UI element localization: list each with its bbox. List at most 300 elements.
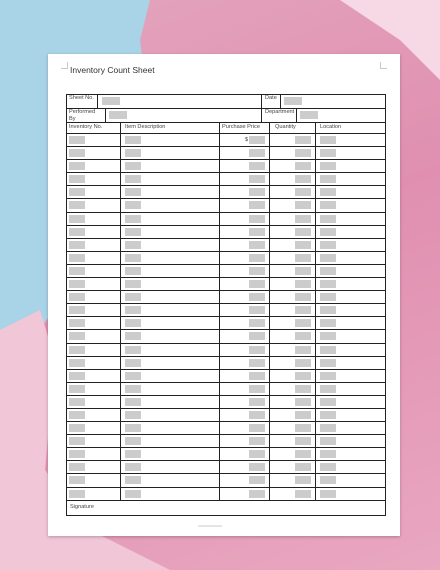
column-divider xyxy=(219,435,220,447)
column-header-item-description: Item Description xyxy=(125,124,166,130)
location-cell[interactable] xyxy=(320,398,336,406)
column-divider xyxy=(219,317,220,329)
location-cell[interactable] xyxy=(320,306,336,314)
quantity-cell[interactable] xyxy=(295,424,311,432)
quantity-cell[interactable] xyxy=(295,293,311,301)
quantity-cell[interactable] xyxy=(295,175,311,183)
location-cell[interactable] xyxy=(320,385,336,393)
column-divider xyxy=(120,330,121,342)
column-divider xyxy=(269,199,270,211)
column-divider xyxy=(269,422,270,434)
location-cell[interactable] xyxy=(320,254,336,262)
purchase-price-cell[interactable] xyxy=(249,306,265,314)
column-divider xyxy=(315,409,316,421)
table-row xyxy=(67,278,385,291)
table-row xyxy=(67,304,385,317)
column-divider xyxy=(120,186,121,198)
item-description-cell[interactable] xyxy=(125,162,141,170)
column-divider xyxy=(315,173,316,185)
location-cell[interactable] xyxy=(320,241,336,249)
item-description-cell[interactable] xyxy=(125,437,141,445)
column-divider xyxy=(269,134,270,146)
inventory-no-cell[interactable] xyxy=(69,149,85,157)
location-cell[interactable] xyxy=(320,149,336,157)
column-divider xyxy=(269,186,270,198)
purchase-price-cell[interactable] xyxy=(249,398,265,406)
column-divider xyxy=(315,304,316,316)
inventory-no-cell[interactable] xyxy=(69,254,85,262)
quantity-cell[interactable] xyxy=(295,463,311,471)
column-divider xyxy=(315,474,316,486)
item-description-cell[interactable] xyxy=(125,215,141,223)
table-row xyxy=(67,461,385,474)
column-divider xyxy=(120,357,121,369)
purchase-price-cell[interactable] xyxy=(249,385,265,393)
column-divider xyxy=(269,344,270,356)
inventory-no-cell[interactable] xyxy=(69,280,85,288)
purchase-price-cell[interactable] xyxy=(249,267,265,275)
column-divider xyxy=(120,291,121,303)
column-divider xyxy=(219,160,220,172)
item-description-cell[interactable] xyxy=(125,280,141,288)
column-divider xyxy=(120,226,121,238)
inventory-no-cell[interactable] xyxy=(69,450,85,458)
inventory-no-cell[interactable] xyxy=(69,398,85,406)
column-divider xyxy=(269,488,270,500)
sheet-no-field[interactable] xyxy=(102,97,120,105)
location-cell[interactable] xyxy=(320,293,336,301)
column-divider xyxy=(269,239,270,251)
inventory-table xyxy=(66,94,386,516)
quantity-cell[interactable] xyxy=(295,241,311,249)
item-description-cell[interactable] xyxy=(125,175,141,183)
inventory-no-cell[interactable] xyxy=(69,201,85,209)
column-divider xyxy=(315,370,316,382)
quantity-cell[interactable] xyxy=(295,385,311,393)
table-row xyxy=(67,344,385,357)
quantity-cell[interactable] xyxy=(295,437,311,445)
column-header-quantity: Quantity xyxy=(275,124,296,130)
inventory-no-cell[interactable] xyxy=(69,215,85,223)
purchase-price-cell[interactable] xyxy=(249,136,265,144)
quantity-cell[interactable] xyxy=(295,228,311,236)
item-description-cell[interactable] xyxy=(125,476,141,484)
column-divider xyxy=(219,409,220,421)
column-divider xyxy=(120,278,121,290)
column-divider xyxy=(315,160,316,172)
column-divider xyxy=(120,213,121,225)
header-row-performed-department xyxy=(67,109,385,123)
table-row xyxy=(67,147,385,160)
column-divider xyxy=(269,357,270,369)
column-divider xyxy=(219,344,220,356)
quantity-cell[interactable] xyxy=(295,359,311,367)
column-header-purchase-price: Purchase Price xyxy=(222,124,260,130)
column-divider xyxy=(315,448,316,460)
crop-mark xyxy=(380,62,387,69)
column-divider xyxy=(315,265,316,277)
column-divider xyxy=(315,278,316,290)
table-row xyxy=(67,291,385,304)
inventory-no-cell[interactable] xyxy=(69,346,85,354)
table-body xyxy=(67,134,385,501)
column-divider xyxy=(269,213,270,225)
column-divider xyxy=(269,330,270,342)
quantity-cell[interactable] xyxy=(295,280,311,288)
quantity-cell[interactable] xyxy=(295,450,311,458)
purchase-price-cell[interactable] xyxy=(249,372,265,380)
quantity-cell[interactable] xyxy=(295,306,311,314)
table-row xyxy=(67,474,385,487)
column-divider xyxy=(315,226,316,238)
inventory-no-cell[interactable] xyxy=(69,490,85,498)
column-divider xyxy=(315,291,316,303)
quantity-cell[interactable] xyxy=(295,201,311,209)
column-divider xyxy=(219,474,220,486)
inventory-no-cell[interactable] xyxy=(69,319,85,327)
purchase-price-cell[interactable] xyxy=(249,424,265,432)
column-divider xyxy=(120,252,121,264)
table-row xyxy=(67,448,385,461)
sheet-no-label: Sheet No. xyxy=(69,95,94,101)
table-row xyxy=(67,160,385,173)
purchase-price-cell[interactable] xyxy=(249,463,265,471)
inventory-no-cell[interactable] xyxy=(69,411,85,419)
column-divider xyxy=(269,474,270,486)
inventory-no-cell[interactable] xyxy=(69,476,85,484)
column-divider xyxy=(269,252,270,264)
location-cell[interactable] xyxy=(320,215,336,223)
quantity-cell[interactable] xyxy=(295,149,311,157)
document-title: Inventory Count Sheet xyxy=(70,65,155,75)
purchase-price-cell[interactable] xyxy=(249,490,265,498)
purchase-price-cell[interactable] xyxy=(249,359,265,367)
item-description-cell[interactable] xyxy=(125,450,141,458)
column-divider xyxy=(315,488,316,500)
item-description-cell[interactable] xyxy=(125,149,141,157)
column-divider xyxy=(219,134,220,146)
table-row xyxy=(67,213,385,226)
item-description-cell[interactable] xyxy=(125,319,141,327)
column-divider xyxy=(315,435,316,447)
column-divider xyxy=(219,199,220,211)
quantity-cell[interactable] xyxy=(295,372,311,380)
column-divider xyxy=(219,461,220,473)
page-footer-mark xyxy=(198,525,222,527)
column-divider xyxy=(315,422,316,434)
column-divider xyxy=(269,278,270,290)
item-description-cell[interactable] xyxy=(125,359,141,367)
column-divider xyxy=(269,370,270,382)
table-row xyxy=(67,488,385,501)
column-divider xyxy=(219,357,220,369)
inventory-no-cell[interactable] xyxy=(69,306,85,314)
column-divider xyxy=(120,448,121,460)
column-divider xyxy=(269,291,270,303)
inventory-no-cell[interactable] xyxy=(69,385,85,393)
column-divider xyxy=(315,357,316,369)
purchase-price-cell[interactable] xyxy=(249,241,265,249)
column-divider xyxy=(269,317,270,329)
column-divider xyxy=(269,304,270,316)
column-divider xyxy=(315,147,316,159)
date-field[interactable] xyxy=(284,97,302,105)
column-divider xyxy=(315,461,316,473)
column-divider xyxy=(120,239,121,251)
column-divider xyxy=(315,317,316,329)
item-description-cell[interactable] xyxy=(125,254,141,262)
column-divider xyxy=(219,147,220,159)
table-row xyxy=(67,370,385,383)
performed-by-label: Performed By xyxy=(69,109,96,122)
quantity-cell[interactable] xyxy=(295,476,311,484)
signature-row xyxy=(67,501,385,515)
item-description-cell[interactable] xyxy=(125,241,141,249)
purchase-price-cell[interactable] xyxy=(249,280,265,288)
column-divider xyxy=(120,147,121,159)
item-description-cell[interactable] xyxy=(125,293,141,301)
inventory-no-cell[interactable] xyxy=(69,175,85,183)
column-divider xyxy=(315,396,316,408)
item-description-cell[interactable] xyxy=(125,385,141,393)
purchase-price-cell[interactable] xyxy=(249,346,265,354)
inventory-no-cell[interactable] xyxy=(69,241,85,249)
quantity-cell[interactable] xyxy=(295,411,311,419)
quantity-cell[interactable] xyxy=(295,136,311,144)
location-cell[interactable] xyxy=(320,136,336,144)
column-divider xyxy=(315,186,316,198)
inventory-no-cell[interactable] xyxy=(69,267,85,275)
column-divider xyxy=(269,265,270,277)
column-divider xyxy=(120,435,121,447)
column-divider xyxy=(120,396,121,408)
column-divider xyxy=(219,226,220,238)
item-description-cell[interactable] xyxy=(125,463,141,471)
location-cell[interactable] xyxy=(320,411,336,419)
column-divider xyxy=(120,344,121,356)
department-label: Department xyxy=(265,109,295,115)
column-divider xyxy=(315,134,316,146)
column-divider xyxy=(120,422,121,434)
column-divider xyxy=(269,147,270,159)
quantity-cell[interactable] xyxy=(295,162,311,170)
column-divider xyxy=(219,239,220,251)
location-cell[interactable] xyxy=(320,228,336,236)
quantity-cell[interactable] xyxy=(295,332,311,340)
table-row xyxy=(67,357,385,370)
column-divider xyxy=(219,291,220,303)
column-divider xyxy=(219,252,220,264)
column-divider xyxy=(315,213,316,225)
location-cell[interactable] xyxy=(320,424,336,432)
item-description-cell[interactable] xyxy=(125,201,141,209)
column-header-row xyxy=(67,123,385,134)
column-divider xyxy=(219,370,220,382)
inventory-no-cell[interactable] xyxy=(69,372,85,380)
item-description-cell[interactable] xyxy=(125,424,141,432)
inventory-no-cell[interactable] xyxy=(69,188,85,196)
inventory-no-cell[interactable] xyxy=(69,359,85,367)
item-description-cell[interactable] xyxy=(125,332,141,340)
column-divider xyxy=(120,199,121,211)
item-description-cell[interactable] xyxy=(125,136,141,144)
signature-label: Signature xyxy=(70,503,94,510)
item-description-cell[interactable] xyxy=(125,188,141,196)
purchase-price-cell[interactable] xyxy=(249,450,265,458)
inventory-no-cell[interactable] xyxy=(69,162,85,170)
column-divider xyxy=(120,134,121,146)
location-cell[interactable] xyxy=(320,332,336,340)
quantity-cell[interactable] xyxy=(295,188,311,196)
column-header-location: Location xyxy=(320,124,342,130)
column-divider xyxy=(219,173,220,185)
column-divider xyxy=(219,488,220,500)
column-divider xyxy=(120,304,121,316)
column-divider xyxy=(219,304,220,316)
inventory-no-cell[interactable] xyxy=(69,332,85,340)
table-row xyxy=(67,186,385,199)
column-divider xyxy=(269,409,270,421)
quantity-cell[interactable] xyxy=(295,346,311,354)
location-cell[interactable] xyxy=(320,450,336,458)
column-divider xyxy=(269,160,270,172)
column-divider xyxy=(269,383,270,395)
inventory-no-cell[interactable] xyxy=(69,437,85,445)
location-cell[interactable] xyxy=(320,476,336,484)
column-divider xyxy=(219,383,220,395)
column-divider xyxy=(219,278,220,290)
column-divider xyxy=(269,173,270,185)
column-divider xyxy=(120,474,121,486)
column-divider xyxy=(219,330,220,342)
location-cell[interactable] xyxy=(320,280,336,288)
column-divider xyxy=(120,173,121,185)
table-row xyxy=(67,383,385,396)
purchase-price-cell[interactable] xyxy=(249,201,265,209)
item-description-cell[interactable] xyxy=(125,228,141,236)
column-divider xyxy=(120,383,121,395)
location-cell[interactable] xyxy=(320,346,336,354)
location-cell[interactable] xyxy=(320,267,336,275)
column-divider xyxy=(315,239,316,251)
column-divider xyxy=(315,383,316,395)
column-divider xyxy=(219,396,220,408)
table-row xyxy=(67,252,385,265)
purchase-price-cell[interactable] xyxy=(249,228,265,236)
table-row xyxy=(67,330,385,343)
purchase-price-cell[interactable] xyxy=(249,162,265,170)
table-row xyxy=(67,239,385,252)
column-divider xyxy=(120,317,121,329)
item-description-cell[interactable] xyxy=(125,306,141,314)
location-cell[interactable] xyxy=(320,201,336,209)
column-divider xyxy=(269,461,270,473)
column-divider xyxy=(120,488,121,500)
item-description-cell[interactable] xyxy=(125,346,141,354)
department-field[interactable] xyxy=(300,111,318,119)
column-divider xyxy=(219,448,220,460)
purchase-price-cell[interactable] xyxy=(249,188,265,196)
item-description-cell[interactable] xyxy=(125,490,141,498)
inventory-no-cell[interactable] xyxy=(69,293,85,301)
item-description-cell[interactable] xyxy=(125,372,141,380)
inventory-no-cell[interactable] xyxy=(69,424,85,432)
purchase-price-cell[interactable] xyxy=(249,149,265,157)
purchase-price-cell[interactable] xyxy=(249,293,265,301)
quantity-cell[interactable] xyxy=(295,319,311,327)
column-divider xyxy=(219,265,220,277)
inventory-no-cell[interactable] xyxy=(69,136,85,144)
purchase-price-cell[interactable] xyxy=(249,319,265,327)
inventory-no-cell[interactable] xyxy=(69,463,85,471)
column-divider xyxy=(269,396,270,408)
purchase-price-cell[interactable] xyxy=(249,254,265,262)
table-row xyxy=(67,435,385,448)
location-cell[interactable] xyxy=(320,490,336,498)
column-divider xyxy=(315,344,316,356)
column-divider xyxy=(219,422,220,434)
table-row xyxy=(67,422,385,435)
item-description-cell[interactable] xyxy=(125,398,141,406)
location-cell[interactable] xyxy=(320,319,336,327)
quantity-cell[interactable] xyxy=(295,490,311,498)
location-cell[interactable] xyxy=(320,372,336,380)
item-description-cell[interactable] xyxy=(125,267,141,275)
date-label: Date xyxy=(265,95,277,101)
item-description-cell[interactable] xyxy=(125,411,141,419)
location-cell[interactable] xyxy=(320,463,336,471)
inventory-no-cell[interactable] xyxy=(69,228,85,236)
purchase-price-cell[interactable] xyxy=(249,476,265,484)
column-divider xyxy=(120,160,121,172)
header-row-sheet-date xyxy=(67,95,385,109)
location-cell[interactable] xyxy=(320,437,336,445)
table-row xyxy=(67,409,385,422)
location-cell[interactable] xyxy=(320,188,336,196)
quantity-cell[interactable] xyxy=(295,254,311,262)
performed-by-field[interactable] xyxy=(109,111,127,119)
quantity-cell[interactable] xyxy=(295,267,311,275)
column-divider xyxy=(120,265,121,277)
quantity-cell[interactable] xyxy=(295,215,311,223)
column-divider xyxy=(315,330,316,342)
quantity-cell[interactable] xyxy=(295,398,311,406)
crop-mark xyxy=(61,62,68,69)
table-row xyxy=(67,317,385,330)
table-row xyxy=(67,134,385,147)
column-divider xyxy=(269,448,270,460)
location-cell[interactable] xyxy=(320,162,336,170)
location-cell[interactable] xyxy=(320,175,336,183)
column-header-inventory-no: Inventory No. xyxy=(69,124,103,130)
purchase-price-cell[interactable] xyxy=(249,175,265,183)
purchase-price-cell[interactable] xyxy=(249,437,265,445)
purchase-price-cell[interactable] xyxy=(249,411,265,419)
table-row xyxy=(67,173,385,186)
column-divider xyxy=(269,435,270,447)
location-cell[interactable] xyxy=(320,359,336,367)
table-row xyxy=(67,265,385,278)
purchase-price-cell[interactable] xyxy=(249,215,265,223)
table-row xyxy=(67,396,385,409)
column-divider xyxy=(120,370,121,382)
column-divider xyxy=(269,226,270,238)
column-divider xyxy=(219,213,220,225)
purchase-price-cell[interactable] xyxy=(249,332,265,340)
table-row xyxy=(67,199,385,212)
column-divider xyxy=(315,199,316,211)
document-page xyxy=(48,54,400,536)
